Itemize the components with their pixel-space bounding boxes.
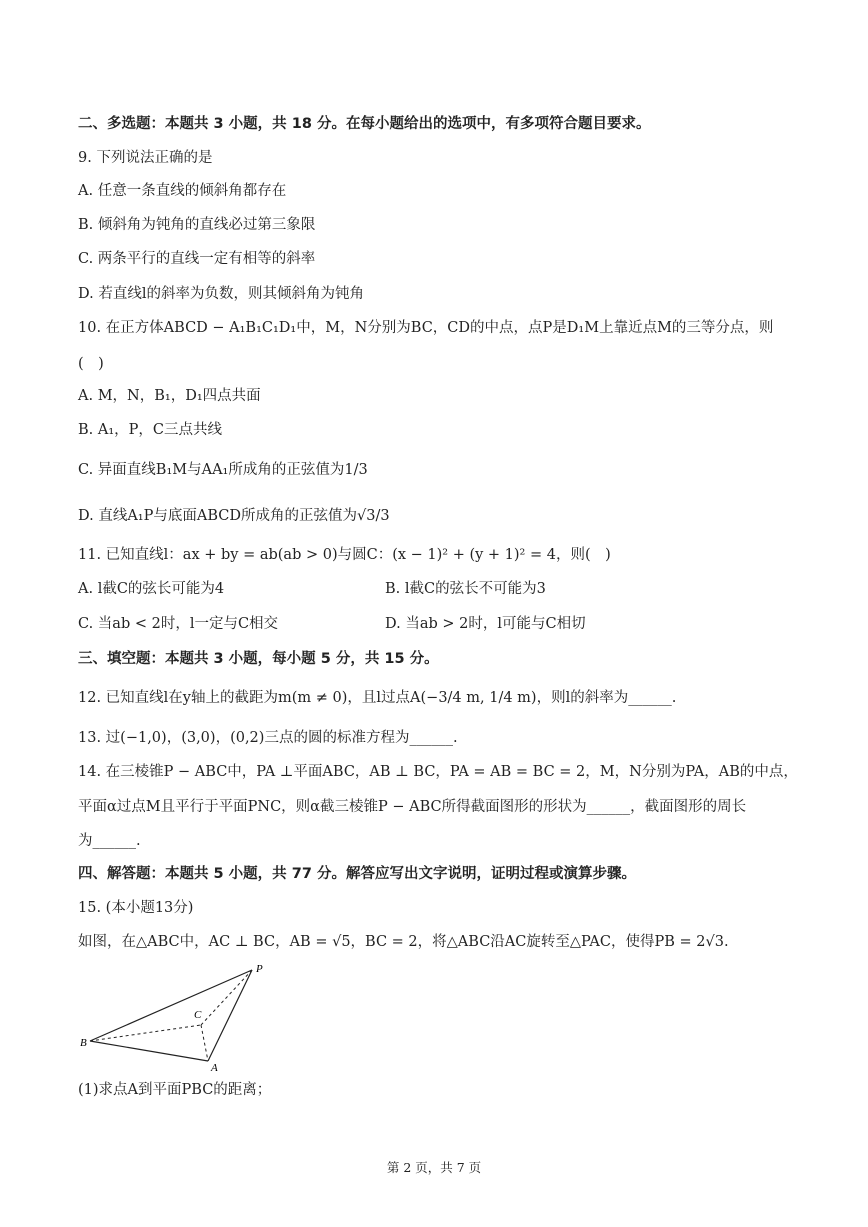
q10-option-d: D. 直线A₁P与底面ABCD所成角的正弦值为√3/3 [78,508,390,524]
question-10-paren: ( ) [78,356,104,372]
vertex-label-b: B [80,1037,87,1049]
q9-option-a: A. 任意一条直线的倾斜角都存在 [78,183,287,199]
q11-option-a: A. l截C的弦长可能为4 [78,581,225,597]
vertex-label-p: P [256,963,263,975]
q9-option-d: D. 若直线l的斜率为负数，则其倾斜角为钝角 [78,286,364,302]
vertex-label-c: C [194,1009,202,1021]
q11-option-c: C. 当ab < 2时，l一定与C相交 [78,616,279,632]
question-14-line-1: 14. 在三棱锥P − ABC中，PA ⊥平面ABC，AB ⊥ BC，PA = AB = BC = 2，M，N分别为PA，AB的中点， [78,764,798,780]
page-footer: 第 2 页，共 7 页 [386,1160,482,1175]
question-12: 12. 已知直线l在y轴上的截距为m(m ≠ 0)，且l过点A(−3/4 m, 1/4 m)，则l的斜率为______. [78,690,677,706]
question-13: 13. 过(−1,0)，(3,0)，(0,2)三点的圆的标准方程为______. [78,730,458,746]
section-heading-solutions: 四、解答题：本题共 5 小题，共 77 分。解答应写出文字说明，证明过程或演算步骤。 [78,866,636,882]
q10-option-b: B. A₁，P，C三点共线 [78,422,223,438]
question-14-line-3: 为______. [78,833,141,849]
question-15-part-1: (1)求点A到平面PBC的距离； [78,1082,272,1098]
q9-option-c: C. 两条平行的直线一定有相等的斜率 [78,251,316,267]
question-14-line-2: 平面α过点M且平行于平面PNC，则α截三棱锥P − ABC所得截面图形的形状为______，截面图形的周长 [78,799,747,815]
pyramid-figure [78,960,278,1075]
vertex-label-a: A [211,1062,218,1074]
q10-option-a: A. M，N，B₁，D₁四点共面 [78,388,261,404]
question-15-stem: 如图，在△ABC中，AC ⊥ BC，AB = √5，BC = 2，将△ABC沿AC旋转至△PAC，使得PB = 2√3. [78,934,729,950]
section-heading-multi-choice: 二、多选题：本题共 3 小题，共 18 分。在每小题给出的选项中，有多项符合题目要求。 [78,116,651,132]
question-11-stem: 11. 已知直线l：ax + by = ab(ab > 0)与圆C：(x − 1)² + (y + 1)² = 4，则( ) [78,547,611,563]
q11-option-d: D. 当ab > 2时，l可能与C相切 [385,616,586,632]
q11-option-b: B. l截C的弦长不可能为3 [385,581,546,597]
q10-option-c: C. 异面直线B₁M与AA₁所成角的正弦值为1/3 [78,462,368,478]
section-heading-fill-in: 三、填空题：本题共 3 小题，每小题 5 分，共 15 分。 [78,651,439,667]
q9-option-b: B. 倾斜角为钝角的直线必过第三象限 [78,217,316,233]
question-10-stem: 10. 在正方体ABCD − A₁B₁C₁D₁中，M，N分别为BC，CD的中点，点P是D₁M上靠近点M的三等分点，则 [78,320,774,336]
question-9-stem: 9. 下列说法正确的是 [78,150,213,166]
question-15-header: 15. (本小题13分) [78,900,194,916]
